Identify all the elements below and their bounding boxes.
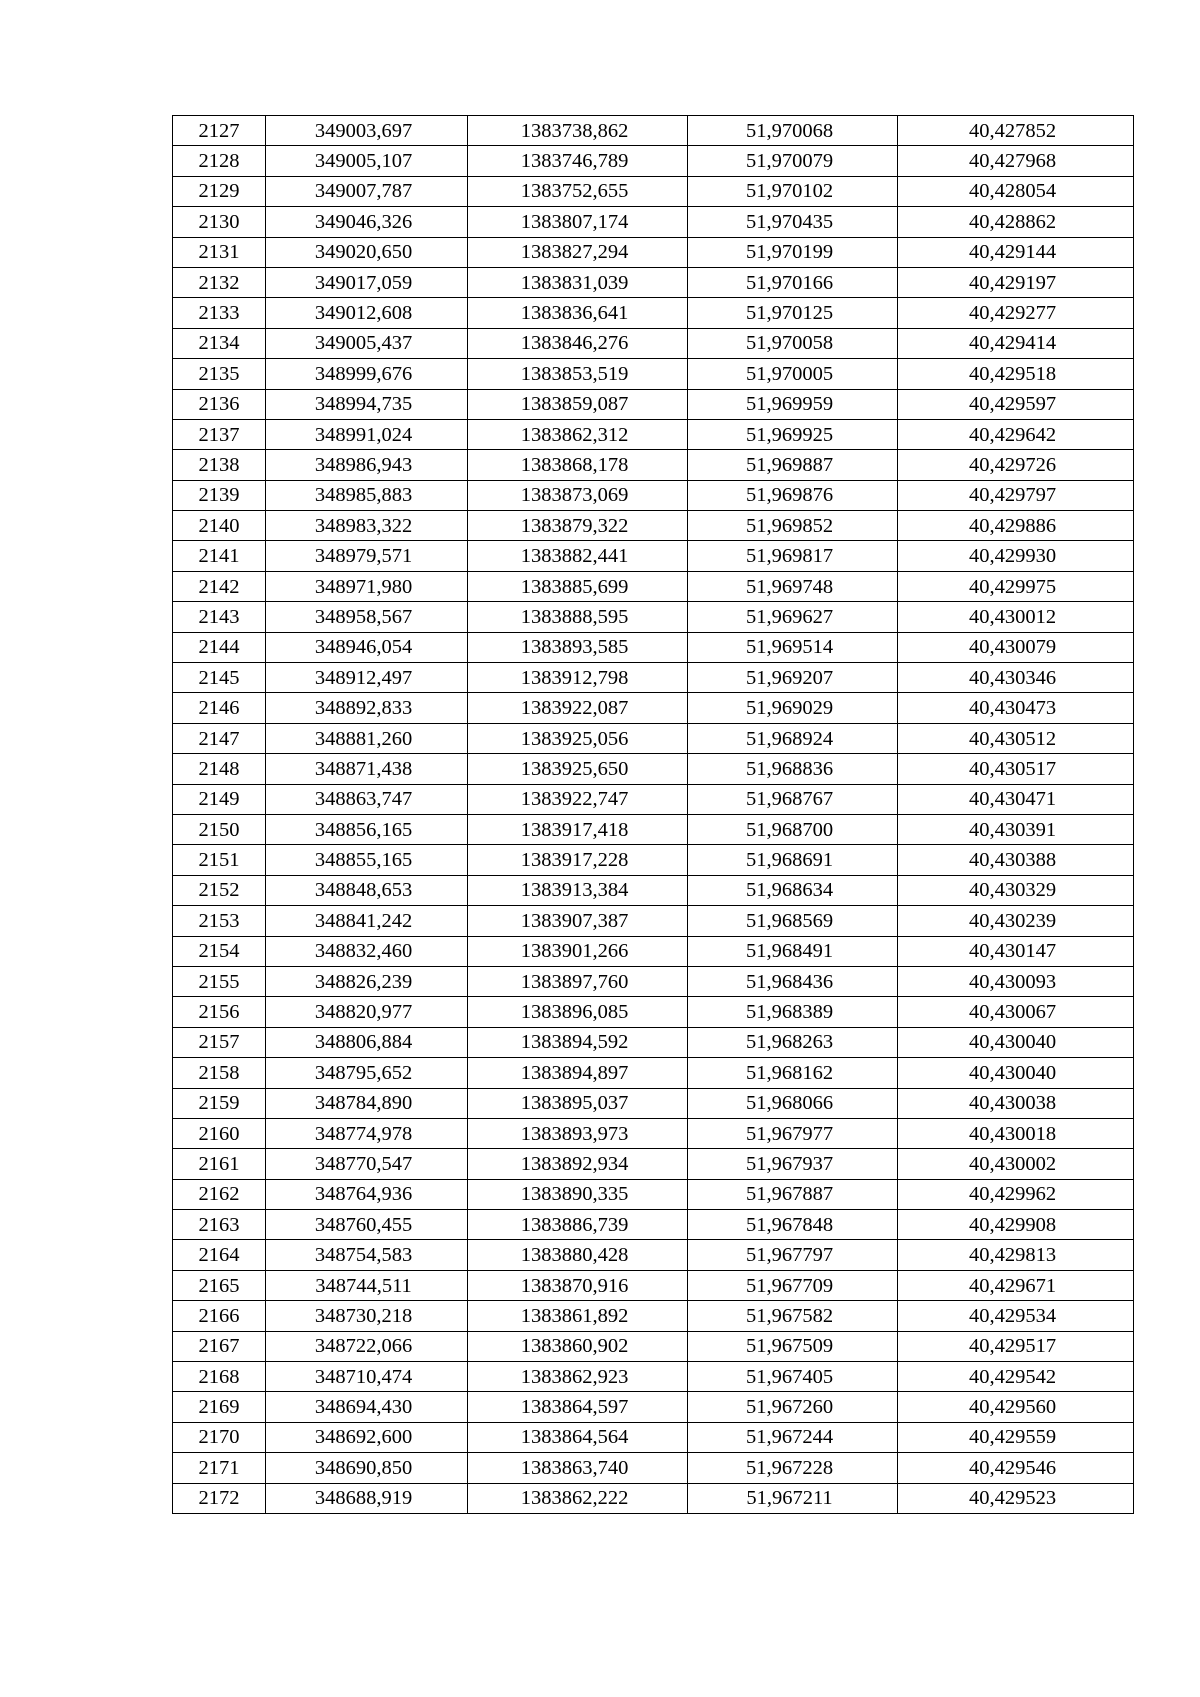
longitude-cell: 40,430040 [898, 1058, 1134, 1088]
table-row [173, 1422, 1134, 1452]
longitude-cell: 40,430239 [898, 906, 1134, 936]
y-coordinate-cell: 1383880,428 [468, 1240, 688, 1270]
y-coordinate-cell: 1383827,294 [468, 237, 688, 267]
table-row [173, 1270, 1134, 1300]
latitude-cell: 51,967582 [688, 1301, 898, 1331]
table-row [173, 1149, 1134, 1179]
y-coordinate-cell: 1383901,266 [468, 936, 688, 966]
x-coordinate-cell: 348848,653 [266, 875, 468, 905]
x-coordinate-cell: 349020,650 [266, 237, 468, 267]
x-coordinate-cell: 348986,943 [266, 450, 468, 480]
y-coordinate-cell: 1383846,276 [468, 328, 688, 358]
table-row [173, 267, 1134, 297]
latitude-cell: 51,967797 [688, 1240, 898, 1270]
latitude-cell: 51,967977 [688, 1118, 898, 1148]
point-number-cell: 2149 [173, 784, 266, 814]
latitude-cell: 51,970166 [688, 267, 898, 297]
longitude-cell: 40,430038 [898, 1088, 1134, 1118]
latitude-cell: 51,969876 [688, 480, 898, 510]
table-row [173, 541, 1134, 571]
table-row [173, 480, 1134, 510]
table-row [173, 1027, 1134, 1057]
point-number-cell: 2134 [173, 328, 266, 358]
x-coordinate-cell: 348871,438 [266, 754, 468, 784]
x-coordinate-cell: 349003,697 [266, 116, 468, 146]
longitude-cell: 40,430471 [898, 784, 1134, 814]
table-row [173, 723, 1134, 753]
point-number-cell: 2131 [173, 237, 266, 267]
x-coordinate-cell: 348832,460 [266, 936, 468, 966]
y-coordinate-cell: 1383925,056 [468, 723, 688, 753]
x-coordinate-cell: 348985,883 [266, 480, 468, 510]
point-number-cell: 2129 [173, 176, 266, 206]
point-number-cell: 2157 [173, 1027, 266, 1057]
table-row [173, 571, 1134, 601]
latitude-cell: 51,970058 [688, 328, 898, 358]
y-coordinate-cell: 1383860,902 [468, 1331, 688, 1361]
longitude-cell: 40,430079 [898, 632, 1134, 662]
longitude-cell: 40,429277 [898, 298, 1134, 328]
point-number-cell: 2143 [173, 602, 266, 632]
y-coordinate-cell: 1383882,441 [468, 541, 688, 571]
latitude-cell: 51,970102 [688, 176, 898, 206]
y-coordinate-cell: 1383922,087 [468, 693, 688, 723]
longitude-cell: 40,430346 [898, 663, 1134, 693]
y-coordinate-cell: 1383894,897 [468, 1058, 688, 1088]
point-number-cell: 2171 [173, 1453, 266, 1483]
table-row [173, 207, 1134, 237]
table-row [173, 1088, 1134, 1118]
point-number-cell: 2127 [173, 116, 266, 146]
point-number-cell: 2169 [173, 1392, 266, 1422]
table-row [173, 359, 1134, 389]
table-row [173, 754, 1134, 784]
coordinates-table [172, 115, 1134, 1514]
longitude-cell: 40,429930 [898, 541, 1134, 571]
latitude-cell: 51,967937 [688, 1149, 898, 1179]
latitude-cell: 51,969029 [688, 693, 898, 723]
y-coordinate-cell: 1383862,312 [468, 419, 688, 449]
longitude-cell: 40,427968 [898, 146, 1134, 176]
latitude-cell: 51,968767 [688, 784, 898, 814]
latitude-cell: 51,970199 [688, 237, 898, 267]
table-row [173, 328, 1134, 358]
table-row [173, 1179, 1134, 1209]
longitude-cell: 40,430002 [898, 1149, 1134, 1179]
x-coordinate-cell: 348912,497 [266, 663, 468, 693]
point-number-cell: 2164 [173, 1240, 266, 1270]
point-number-cell: 2140 [173, 511, 266, 541]
latitude-cell: 51,967260 [688, 1392, 898, 1422]
latitude-cell: 51,967405 [688, 1362, 898, 1392]
longitude-cell: 40,429534 [898, 1301, 1134, 1331]
latitude-cell: 51,967709 [688, 1270, 898, 1300]
y-coordinate-cell: 1383863,740 [468, 1453, 688, 1483]
point-number-cell: 2148 [173, 754, 266, 784]
y-coordinate-cell: 1383738,862 [468, 116, 688, 146]
y-coordinate-cell: 1383807,174 [468, 207, 688, 237]
y-coordinate-cell: 1383859,087 [468, 389, 688, 419]
table-row [173, 663, 1134, 693]
point-number-cell: 2163 [173, 1210, 266, 1240]
point-number-cell: 2135 [173, 359, 266, 389]
latitude-cell: 51,967848 [688, 1210, 898, 1240]
table-row [173, 176, 1134, 206]
latitude-cell: 51,970435 [688, 207, 898, 237]
point-number-cell: 2132 [173, 267, 266, 297]
x-coordinate-cell: 348881,260 [266, 723, 468, 753]
x-coordinate-cell: 349005,437 [266, 328, 468, 358]
y-coordinate-cell: 1383886,739 [468, 1210, 688, 1240]
x-coordinate-cell: 348744,511 [266, 1270, 468, 1300]
point-number-cell: 2147 [173, 723, 266, 753]
longitude-cell: 40,430067 [898, 997, 1134, 1027]
table-row [173, 1058, 1134, 1088]
table-row [173, 146, 1134, 176]
point-number-cell: 2141 [173, 541, 266, 571]
x-coordinate-cell: 348826,239 [266, 966, 468, 996]
point-number-cell: 2160 [173, 1118, 266, 1148]
latitude-cell: 51,967244 [688, 1422, 898, 1452]
x-coordinate-cell: 348784,890 [266, 1088, 468, 1118]
x-coordinate-cell: 348979,571 [266, 541, 468, 571]
latitude-cell: 51,968389 [688, 997, 898, 1027]
table-row [173, 116, 1134, 146]
y-coordinate-cell: 1383888,595 [468, 602, 688, 632]
y-coordinate-cell: 1383917,228 [468, 845, 688, 875]
y-coordinate-cell: 1383896,085 [468, 997, 688, 1027]
latitude-cell: 51,969887 [688, 450, 898, 480]
y-coordinate-cell: 1383890,335 [468, 1179, 688, 1209]
table-row [173, 1392, 1134, 1422]
x-coordinate-cell: 348991,024 [266, 419, 468, 449]
longitude-cell: 40,429642 [898, 419, 1134, 449]
x-coordinate-cell: 348795,652 [266, 1058, 468, 1088]
table-row [173, 693, 1134, 723]
point-number-cell: 2137 [173, 419, 266, 449]
point-number-cell: 2170 [173, 1422, 266, 1452]
point-number-cell: 2138 [173, 450, 266, 480]
y-coordinate-cell: 1383893,973 [468, 1118, 688, 1148]
longitude-cell: 40,430040 [898, 1027, 1134, 1057]
longitude-cell: 40,430517 [898, 754, 1134, 784]
x-coordinate-cell: 348694,430 [266, 1392, 468, 1422]
x-coordinate-cell: 348688,919 [266, 1483, 468, 1513]
table-row [173, 1118, 1134, 1148]
table-row [173, 875, 1134, 905]
table-row [173, 1210, 1134, 1240]
x-coordinate-cell: 348690,850 [266, 1453, 468, 1483]
y-coordinate-cell: 1383893,585 [468, 632, 688, 662]
point-number-cell: 2158 [173, 1058, 266, 1088]
longitude-cell: 40,429962 [898, 1179, 1134, 1209]
point-number-cell: 2161 [173, 1149, 266, 1179]
table-row [173, 1483, 1134, 1513]
latitude-cell: 51,969959 [688, 389, 898, 419]
point-number-cell: 2165 [173, 1270, 266, 1300]
table-row [173, 906, 1134, 936]
latitude-cell: 51,967887 [688, 1179, 898, 1209]
point-number-cell: 2146 [173, 693, 266, 723]
longitude-cell: 40,430473 [898, 693, 1134, 723]
point-number-cell: 2162 [173, 1179, 266, 1209]
x-coordinate-cell: 349012,608 [266, 298, 468, 328]
y-coordinate-cell: 1383746,789 [468, 146, 688, 176]
point-number-cell: 2151 [173, 845, 266, 875]
x-coordinate-cell: 348958,567 [266, 602, 468, 632]
point-number-cell: 2168 [173, 1362, 266, 1392]
y-coordinate-cell: 1383861,892 [468, 1301, 688, 1331]
point-number-cell: 2172 [173, 1483, 266, 1513]
table-row [173, 814, 1134, 844]
y-coordinate-cell: 1383864,597 [468, 1392, 688, 1422]
latitude-cell: 51,968569 [688, 906, 898, 936]
longitude-cell: 40,429518 [898, 359, 1134, 389]
longitude-cell: 40,428054 [898, 176, 1134, 206]
y-coordinate-cell: 1383922,747 [468, 784, 688, 814]
table-row [173, 419, 1134, 449]
point-number-cell: 2154 [173, 936, 266, 966]
table-row [173, 1301, 1134, 1331]
y-coordinate-cell: 1383925,650 [468, 754, 688, 784]
y-coordinate-cell: 1383892,934 [468, 1149, 688, 1179]
y-coordinate-cell: 1383864,564 [468, 1422, 688, 1452]
x-coordinate-cell: 348722,066 [266, 1331, 468, 1361]
x-coordinate-cell: 348994,735 [266, 389, 468, 419]
x-coordinate-cell: 348754,583 [266, 1240, 468, 1270]
table-row [173, 237, 1134, 267]
point-number-cell: 2152 [173, 875, 266, 905]
x-coordinate-cell: 348806,884 [266, 1027, 468, 1057]
longitude-cell: 40,429908 [898, 1210, 1134, 1240]
longitude-cell: 40,430329 [898, 875, 1134, 905]
x-coordinate-cell: 349005,107 [266, 146, 468, 176]
y-coordinate-cell: 1383752,655 [468, 176, 688, 206]
x-coordinate-cell: 348863,747 [266, 784, 468, 814]
longitude-cell: 40,430391 [898, 814, 1134, 844]
x-coordinate-cell: 349046,326 [266, 207, 468, 237]
table-row [173, 602, 1134, 632]
longitude-cell: 40,429559 [898, 1422, 1134, 1452]
point-number-cell: 2145 [173, 663, 266, 693]
point-number-cell: 2167 [173, 1331, 266, 1361]
longitude-cell: 40,430093 [898, 966, 1134, 996]
latitude-cell: 51,968691 [688, 845, 898, 875]
x-coordinate-cell: 348710,474 [266, 1362, 468, 1392]
y-coordinate-cell: 1383913,384 [468, 875, 688, 905]
latitude-cell: 51,968700 [688, 814, 898, 844]
table-row [173, 997, 1134, 1027]
table-row [173, 1240, 1134, 1270]
y-coordinate-cell: 1383831,039 [468, 267, 688, 297]
y-coordinate-cell: 1383885,699 [468, 571, 688, 601]
longitude-cell: 40,429813 [898, 1240, 1134, 1270]
latitude-cell: 51,969817 [688, 541, 898, 571]
table-row [173, 845, 1134, 875]
latitude-cell: 51,969207 [688, 663, 898, 693]
y-coordinate-cell: 1383879,322 [468, 511, 688, 541]
x-coordinate-cell: 349007,787 [266, 176, 468, 206]
longitude-cell: 40,430018 [898, 1118, 1134, 1148]
latitude-cell: 51,968634 [688, 875, 898, 905]
x-coordinate-cell: 348770,547 [266, 1149, 468, 1179]
latitude-cell: 51,967509 [688, 1331, 898, 1361]
longitude-cell: 40,429560 [898, 1392, 1134, 1422]
point-number-cell: 2142 [173, 571, 266, 601]
table-row [173, 511, 1134, 541]
x-coordinate-cell: 348856,165 [266, 814, 468, 844]
latitude-cell: 51,970125 [688, 298, 898, 328]
point-number-cell: 2128 [173, 146, 266, 176]
longitude-cell: 40,429975 [898, 571, 1134, 601]
x-coordinate-cell: 348841,242 [266, 906, 468, 936]
x-coordinate-cell: 348946,054 [266, 632, 468, 662]
latitude-cell: 51,970079 [688, 146, 898, 176]
longitude-cell: 40,429597 [898, 389, 1134, 419]
y-coordinate-cell: 1383870,916 [468, 1270, 688, 1300]
point-number-cell: 2130 [173, 207, 266, 237]
y-coordinate-cell: 1383912,798 [468, 663, 688, 693]
x-coordinate-cell: 348855,165 [266, 845, 468, 875]
longitude-cell: 40,429523 [898, 1483, 1134, 1513]
latitude-cell: 51,968066 [688, 1088, 898, 1118]
longitude-cell: 40,429886 [898, 511, 1134, 541]
table-row [173, 966, 1134, 996]
table-row [173, 936, 1134, 966]
latitude-cell: 51,967228 [688, 1453, 898, 1483]
y-coordinate-cell: 1383897,760 [468, 966, 688, 996]
latitude-cell: 51,968436 [688, 966, 898, 996]
y-coordinate-cell: 1383873,069 [468, 480, 688, 510]
longitude-cell: 40,429797 [898, 480, 1134, 510]
y-coordinate-cell: 1383862,222 [468, 1483, 688, 1513]
latitude-cell: 51,969748 [688, 571, 898, 601]
point-number-cell: 2144 [173, 632, 266, 662]
x-coordinate-cell: 348892,833 [266, 693, 468, 723]
longitude-cell: 40,429197 [898, 267, 1134, 297]
x-coordinate-cell: 348730,218 [266, 1301, 468, 1331]
latitude-cell: 51,968162 [688, 1058, 898, 1088]
y-coordinate-cell: 1383894,592 [468, 1027, 688, 1057]
longitude-cell: 40,429671 [898, 1270, 1134, 1300]
point-number-cell: 2159 [173, 1088, 266, 1118]
y-coordinate-cell: 1383917,418 [468, 814, 688, 844]
latitude-cell: 51,970005 [688, 359, 898, 389]
longitude-cell: 40,428862 [898, 207, 1134, 237]
x-coordinate-cell: 348971,980 [266, 571, 468, 601]
latitude-cell: 51,968836 [688, 754, 898, 784]
x-coordinate-cell: 348999,676 [266, 359, 468, 389]
table-row [173, 1362, 1134, 1392]
latitude-cell: 51,968924 [688, 723, 898, 753]
latitude-cell: 51,969852 [688, 511, 898, 541]
point-number-cell: 2156 [173, 997, 266, 1027]
longitude-cell: 40,430388 [898, 845, 1134, 875]
longitude-cell: 40,430012 [898, 602, 1134, 632]
longitude-cell: 40,429542 [898, 1362, 1134, 1392]
table-row [173, 784, 1134, 814]
x-coordinate-cell: 348820,977 [266, 997, 468, 1027]
coordinates-table-body [173, 116, 1134, 1514]
table-row [173, 298, 1134, 328]
table-row [173, 1453, 1134, 1483]
x-coordinate-cell: 349017,059 [266, 267, 468, 297]
latitude-cell: 51,968491 [688, 936, 898, 966]
table-row [173, 389, 1134, 419]
y-coordinate-cell: 1383853,519 [468, 359, 688, 389]
y-coordinate-cell: 1383868,178 [468, 450, 688, 480]
x-coordinate-cell: 348774,978 [266, 1118, 468, 1148]
point-number-cell: 2139 [173, 480, 266, 510]
point-number-cell: 2153 [173, 906, 266, 936]
table-row [173, 632, 1134, 662]
latitude-cell: 51,969514 [688, 632, 898, 662]
point-number-cell: 2136 [173, 389, 266, 419]
longitude-cell: 40,429546 [898, 1453, 1134, 1483]
x-coordinate-cell: 348692,600 [266, 1422, 468, 1452]
point-number-cell: 2133 [173, 298, 266, 328]
latitude-cell: 51,968263 [688, 1027, 898, 1057]
table-row [173, 1331, 1134, 1361]
y-coordinate-cell: 1383895,037 [468, 1088, 688, 1118]
longitude-cell: 40,429414 [898, 328, 1134, 358]
x-coordinate-cell: 348760,455 [266, 1210, 468, 1240]
longitude-cell: 40,430512 [898, 723, 1134, 753]
y-coordinate-cell: 1383907,387 [468, 906, 688, 936]
y-coordinate-cell: 1383862,923 [468, 1362, 688, 1392]
longitude-cell: 40,429517 [898, 1331, 1134, 1361]
longitude-cell: 40,429726 [898, 450, 1134, 480]
x-coordinate-cell: 348983,322 [266, 511, 468, 541]
point-number-cell: 2150 [173, 814, 266, 844]
y-coordinate-cell: 1383836,641 [468, 298, 688, 328]
point-number-cell: 2166 [173, 1301, 266, 1331]
latitude-cell: 51,970068 [688, 116, 898, 146]
longitude-cell: 40,429144 [898, 237, 1134, 267]
longitude-cell: 40,427852 [898, 116, 1134, 146]
latitude-cell: 51,969627 [688, 602, 898, 632]
table-row [173, 450, 1134, 480]
latitude-cell: 51,967211 [688, 1483, 898, 1513]
x-coordinate-cell: 348764,936 [266, 1179, 468, 1209]
longitude-cell: 40,430147 [898, 936, 1134, 966]
latitude-cell: 51,969925 [688, 419, 898, 449]
point-number-cell: 2155 [173, 966, 266, 996]
